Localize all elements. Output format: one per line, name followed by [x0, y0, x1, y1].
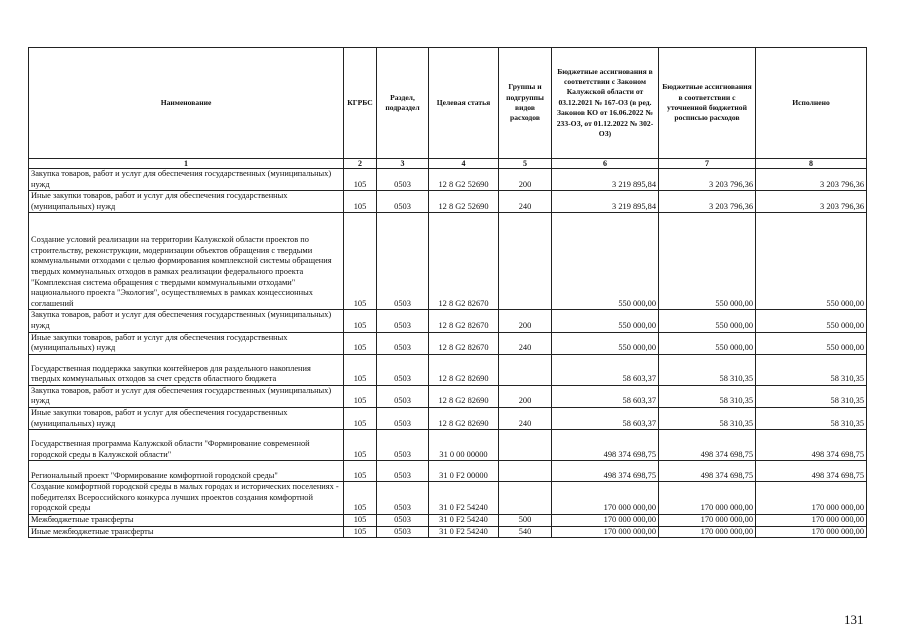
row-budget-law: 58 603,37 — [552, 354, 659, 385]
row-executed: 550 000,00 — [756, 310, 867, 332]
row-section: 0503 — [377, 332, 429, 354]
row-name: Региональный проект "Формирование комфортной городской среды" — [29, 461, 344, 482]
row-budget-law: 170 000 000,00 — [552, 482, 659, 515]
row-name: Государственная программа Калужской области "Формирование современной городской среды в Калужской области" — [29, 430, 344, 461]
row-target: 31 0 00 00000 — [429, 430, 499, 461]
column-number: 8 — [756, 159, 867, 169]
row-name: Иные межбюджетные трансферты — [29, 526, 344, 538]
row-budget-law: 550 000,00 — [552, 213, 659, 310]
row-section: 0503 — [377, 213, 429, 310]
row-name: Закупка товаров, работ и услуг для обеспечения государственных (муниципальных) нужд — [29, 385, 344, 407]
row-section: 0503 — [377, 482, 429, 515]
row-kgrbs: 105 — [344, 213, 377, 310]
row-kgrbs: 105 — [344, 407, 377, 429]
row-kgrbs: 105 — [344, 332, 377, 354]
row-name: Создание комфортной городской среды в малых городах и исторических поселениях - победителях Всероссийского конкурса лучших проектов создания комфортной городской среды — [29, 482, 344, 515]
row-budget-list: 550 000,00 — [659, 332, 756, 354]
table-row — [29, 310, 867, 332]
table-row — [29, 213, 867, 310]
column-number-row — [29, 159, 867, 169]
header-kgrbs: КГРБС — [344, 48, 377, 159]
row-target: 31 0 F2 54240 — [429, 482, 499, 515]
row-budget-list: 58 310,35 — [659, 385, 756, 407]
row-group: 500 — [499, 514, 552, 526]
row-group: 240 — [499, 407, 552, 429]
row-section: 0503 — [377, 191, 429, 213]
row-group: 200 — [499, 169, 552, 191]
row-section: 0503 — [377, 430, 429, 461]
row-kgrbs: 105 — [344, 430, 377, 461]
row-budget-law: 58 603,37 — [552, 385, 659, 407]
row-kgrbs: 105 — [344, 354, 377, 385]
row-section: 0503 — [377, 310, 429, 332]
column-number: 6 — [552, 159, 659, 169]
page-number: 131 — [844, 612, 864, 627]
row-name: Создание условий реализации на территории Калужской области проектов по строительству, реконструкции, модернизации объектов обращения с твердыми коммунальными отходами с целью формирования комплексной системы обращения твердых коммунальных отходов в рамках реализации федерального проекта "Комплексная система обращения с твердыми коммунальными отходами" национального проекта "Экология", осуществляемых в рамках концессионных соглашений — [29, 213, 344, 310]
row-section: 0503 — [377, 514, 429, 526]
row-executed: 550 000,00 — [756, 213, 867, 310]
row-executed: 550 000,00 — [756, 332, 867, 354]
row-group — [499, 213, 552, 310]
row-name: Иные закупки товаров, работ и услуг для обеспечения государственных (муниципальных) нужд — [29, 332, 344, 354]
row-executed: 170 000 000,00 — [756, 514, 867, 526]
header-row — [29, 48, 867, 159]
row-target: 31 0 F2 54240 — [429, 526, 499, 538]
table-row — [29, 430, 867, 461]
row-target: 31 0 F2 54240 — [429, 514, 499, 526]
row-budget-list: 550 000,00 — [659, 310, 756, 332]
row-budget-law: 550 000,00 — [552, 310, 659, 332]
table-row — [29, 385, 867, 407]
row-group: 540 — [499, 526, 552, 538]
budget-execution-table — [28, 47, 867, 538]
column-number: 4 — [429, 159, 499, 169]
row-budget-list: 58 310,35 — [659, 407, 756, 429]
row-kgrbs: 105 — [344, 526, 377, 538]
row-group — [499, 354, 552, 385]
row-budget-law: 498 374 698,75 — [552, 461, 659, 482]
row-section: 0503 — [377, 169, 429, 191]
row-kgrbs: 105 — [344, 310, 377, 332]
header-target: Целевая статья — [429, 48, 499, 159]
row-budget-list: 58 310,35 — [659, 354, 756, 385]
column-number: 3 — [377, 159, 429, 169]
table-row — [29, 191, 867, 213]
row-name: Иные закупки товаров, работ и услуг для обеспечения государственных (муниципальных) нужд — [29, 407, 344, 429]
row-group — [499, 430, 552, 461]
row-group — [499, 461, 552, 482]
row-name: Государственная поддержка закупки контейнеров для раздельного накопления твердых коммунальных отходов за счет средств областного бюджета — [29, 354, 344, 385]
row-executed: 498 374 698,75 — [756, 430, 867, 461]
header-budget-law: Бюджетные ассигнования в соответствии с Законом Калужской области от 03.12.2021 № 167-ОЗ (в ред. Законов КО от 16.06.2022 № 233-ОЗ, от 01.12.2022 № 302-ОЗ) — [552, 48, 659, 159]
row-budget-law: 3 219 895,84 — [552, 169, 659, 191]
row-budget-law: 498 374 698,75 — [552, 430, 659, 461]
row-executed: 170 000 000,00 — [756, 482, 867, 515]
row-name: Закупка товаров, работ и услуг для обеспечения государственных (муниципальных) нужд — [29, 169, 344, 191]
column-number: 7 — [659, 159, 756, 169]
row-target: 12 8 G2 82690 — [429, 407, 499, 429]
row-budget-law: 3 219 895,84 — [552, 191, 659, 213]
row-target: 12 8 G2 82670 — [429, 213, 499, 310]
row-kgrbs: 105 — [344, 461, 377, 482]
header-section: Раздел, подраздел — [377, 48, 429, 159]
row-target: 31 0 F2 00000 — [429, 461, 499, 482]
table-row — [29, 482, 867, 515]
row-target: 12 8 G2 82670 — [429, 332, 499, 354]
row-budget-law: 58 603,37 — [552, 407, 659, 429]
table-body — [29, 169, 867, 538]
row-target: 12 8 G2 82690 — [429, 354, 499, 385]
row-executed: 58 310,35 — [756, 354, 867, 385]
row-budget-list: 170 000 000,00 — [659, 526, 756, 538]
row-executed: 3 203 796,36 — [756, 191, 867, 213]
row-section: 0503 — [377, 385, 429, 407]
row-section: 0503 — [377, 461, 429, 482]
column-number: 2 — [344, 159, 377, 169]
column-number: 1 — [29, 159, 344, 169]
row-executed: 58 310,35 — [756, 385, 867, 407]
row-budget-list: 170 000 000,00 — [659, 482, 756, 515]
row-budget-law: 550 000,00 — [552, 332, 659, 354]
row-kgrbs: 105 — [344, 514, 377, 526]
row-kgrbs: 105 — [344, 169, 377, 191]
table-row — [29, 461, 867, 482]
row-kgrbs: 105 — [344, 385, 377, 407]
row-group: 240 — [499, 191, 552, 213]
row-group: 200 — [499, 385, 552, 407]
row-budget-list: 3 203 796,36 — [659, 169, 756, 191]
row-name: Иные закупки товаров, работ и услуг для обеспечения государственных (муниципальных) нужд — [29, 191, 344, 213]
row-budget-law: 170 000 000,00 — [552, 514, 659, 526]
row-executed: 3 203 796,36 — [756, 169, 867, 191]
row-budget-list: 550 000,00 — [659, 213, 756, 310]
row-target: 12 8 G2 82690 — [429, 385, 499, 407]
row-budget-list: 170 000 000,00 — [659, 514, 756, 526]
row-executed: 170 000 000,00 — [756, 526, 867, 538]
row-group — [499, 482, 552, 515]
column-number: 5 — [499, 159, 552, 169]
row-section: 0503 — [377, 354, 429, 385]
row-executed: 498 374 698,75 — [756, 461, 867, 482]
row-budget-law: 170 000 000,00 — [552, 526, 659, 538]
row-target: 12 8 G2 82670 — [429, 310, 499, 332]
row-group: 240 — [499, 332, 552, 354]
row-name: Закупка товаров, работ и услуг для обеспечения государственных (муниципальных) нужд — [29, 310, 344, 332]
table-row — [29, 169, 867, 191]
table-row — [29, 526, 867, 538]
row-budget-list: 3 203 796,36 — [659, 191, 756, 213]
row-budget-list: 498 374 698,75 — [659, 461, 756, 482]
row-group: 200 — [499, 310, 552, 332]
row-executed: 58 310,35 — [756, 407, 867, 429]
header-budget-list: Бюджетные ассигнования в соответствии с уточненной бюджетной росписью расходов — [659, 48, 756, 159]
row-name: Межбюджетные трансферты — [29, 514, 344, 526]
table-row — [29, 514, 867, 526]
header-groups: Группы и подгруппы видов расходов — [499, 48, 552, 159]
header-executed: Исполнено — [756, 48, 867, 159]
row-kgrbs: 105 — [344, 482, 377, 515]
row-kgrbs: 105 — [344, 191, 377, 213]
row-section: 0503 — [377, 526, 429, 538]
table-row — [29, 354, 867, 385]
budget-table-sheet — [28, 47, 866, 538]
row-budget-list: 498 374 698,75 — [659, 430, 756, 461]
row-target: 12 8 G2 52690 — [429, 169, 499, 191]
row-section: 0503 — [377, 407, 429, 429]
table-row — [29, 407, 867, 429]
header-name: Наименование — [29, 48, 344, 159]
table-row — [29, 332, 867, 354]
row-target: 12 8 G2 52690 — [429, 191, 499, 213]
